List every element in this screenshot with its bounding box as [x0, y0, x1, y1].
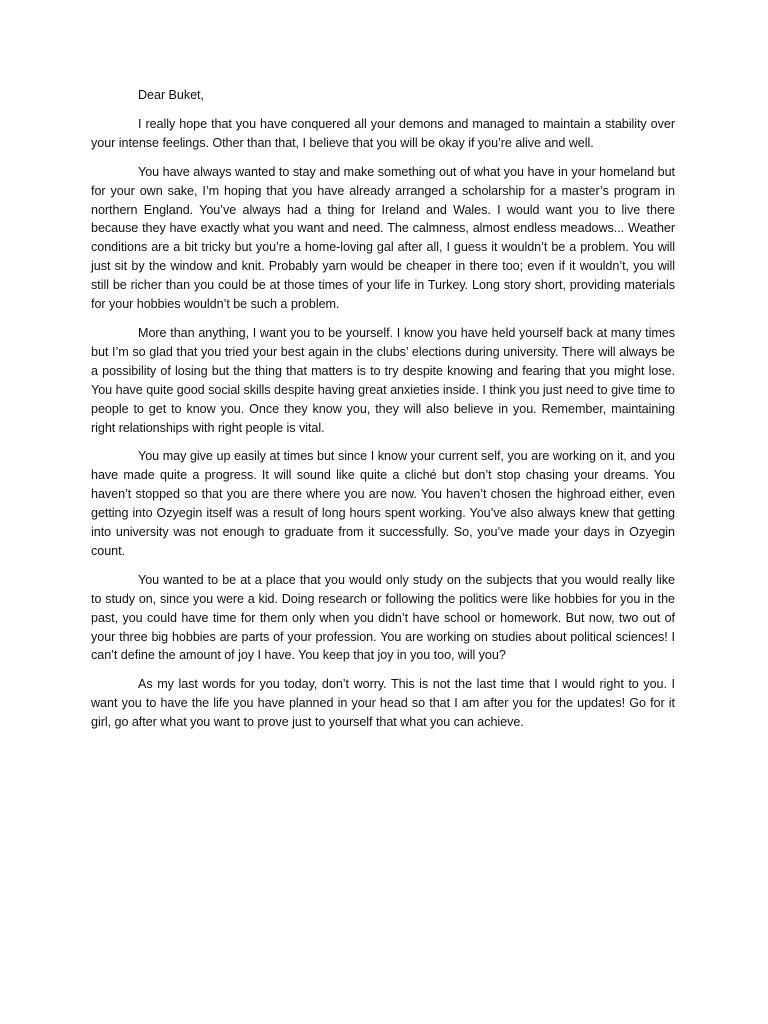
paragraph-6: As my last words for you today, don’t worry. This is not the last time that I would right to you. I want you to have the life you have planned in your head so that I am after you for the updates! Go for it girl, go after what you want to prove just to yourself that what you can achieve. — [91, 677, 675, 730]
salutation: Dear Buket, — [138, 88, 204, 102]
paragraph-1: I really hope that you have conquered all your demons and managed to maintain a stability over your intense feelings. Other than that, I believe that you will be okay if you’re alive and well. — [91, 116, 675, 150]
letter-body — [91, 86, 675, 742]
paragraph-2: You have always wanted to stay and make something out of what you have in your homeland but for your own sake, I’m hoping that you have already arranged a scholarship for a master’s program in northern England. You’ve always had a thing for Ireland and Wales. I would want you to live there because they have exactly what you want and need. The calmness, almost endless meadows... Weather conditions are a bit tricky but you’re a home-loving gal after all, I guess it wouldn’t be a problem. You will just sit by the window and knit. Probably yarn would be cheaper in there too; even if it wouldn’t, you will still be richer than you could be at those times of your life in Turkey. Long story short, providing materials for your hobbies wouldn’t be such a problem. — [91, 164, 675, 312]
paragraph-3: More than anything, I want you to be yourself. I know you have held yourself back at many times but I’m so glad that you tried your best again in the clubs’ elections during university. There will always be a possibility of losing but the thing that matters is to try despite knowing and fearing that you might lose. You have quite good social skills despite having great anxieties inside. I think you just need to give time to people to get to know you. Once they know you, they will also believe in you. Remember, maintaining right relationships with right people is vital. — [91, 325, 675, 435]
paragraph-4: You may give up easily at times but since I know your current self, you are working on it, and you have made quite a progress. It will sound like quite a cliché but don’t stop chasing your dreams. You haven’t stopped so that you are there where you are now. You haven’t chosen the highroad either, even getting into Ozyegin itself was a result of long hours spent working. You’ve also always knew that getting into university was not enough to graduate from it successfully. So, you’ve made your days in Ozyegin count. — [91, 449, 675, 558]
paragraph-5: You wanted to be at a place that you would only study on the subjects that you would really like to study on, since you were a kid. Doing research or following the politics were like hobbies for you in the past, you could have time for them only when you didn’t have school or homework. But now, two out of your three big hobbies are parts of your profession. You are working on studies about political sciences! I can’t define the amount of joy I have. You keep that joy in you too, will you? — [91, 572, 675, 663]
